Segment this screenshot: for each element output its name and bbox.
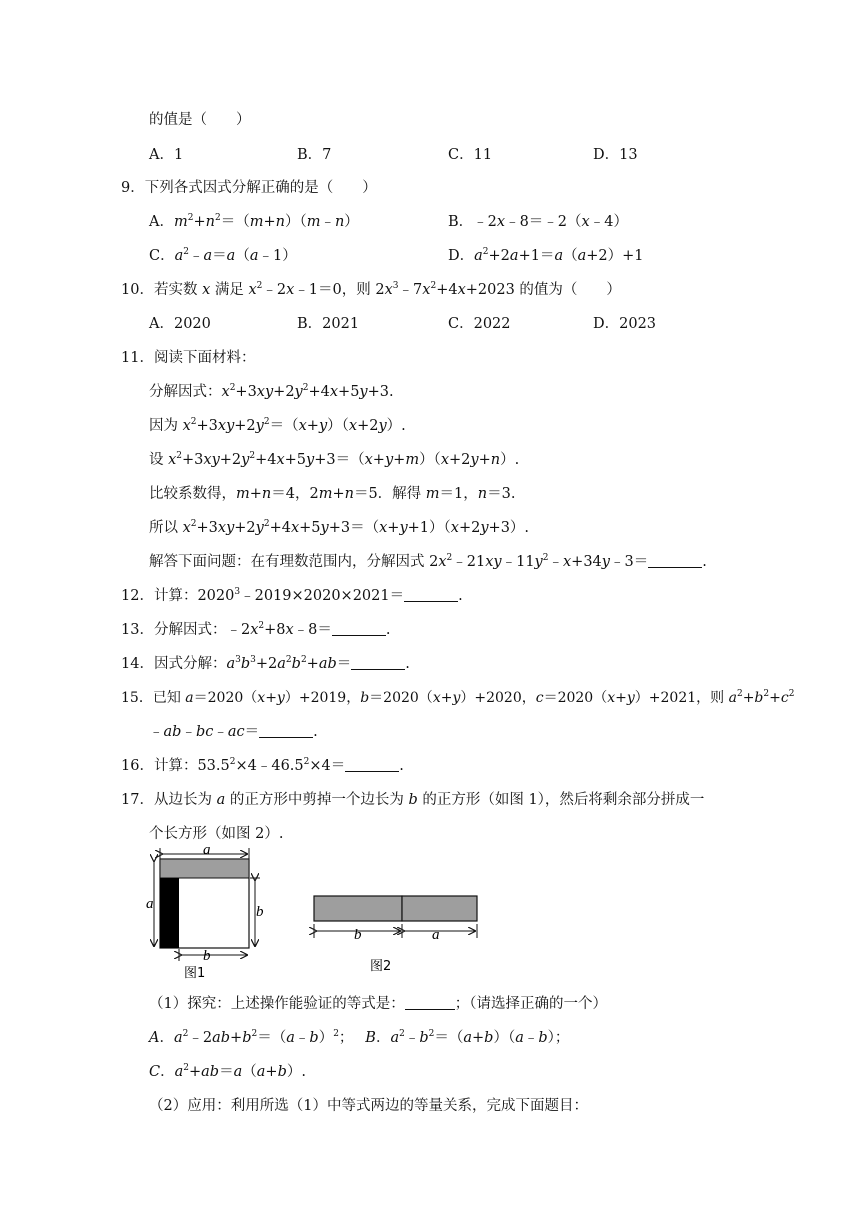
q17-stem-line-1: 17．从边长为 a 的正方形中剪掉一个边长为 b 的正方形（如图 1），然后将剩余部分拼成一 xyxy=(121,792,705,808)
q8-stem-tail: 的值是（ ） xyxy=(149,112,251,128)
q11-line-1: 分解因式：$x^2+3xy+2y^2+4x+5y+3$. xyxy=(149,383,394,400)
q9-option-c: C．$a^2﹣a=a(a﹣1)$ xyxy=(149,247,297,264)
answer-blank xyxy=(404,587,458,602)
fig1-label-b-bottom: b xyxy=(203,948,211,964)
q8-option-c: C．11 xyxy=(448,147,493,163)
q11-line-5: 所以 $x^2+3xy+2y^2+4x+5y+3=(x+y+1)(x+2y+3)$. xyxy=(149,519,530,536)
q13-stem: 13．分解因式：$﹣2x^2+8x﹣8=$ . xyxy=(121,621,391,638)
answer-blank xyxy=(259,723,313,738)
q12-stem: 12．计算：$2020^3﹣2019\times 2020\times 2021=$ . xyxy=(121,587,463,604)
q8-option-b: B．7 xyxy=(297,147,332,163)
answer-blank xyxy=(345,757,399,772)
q11-line-3: 设 $x^2+3xy+2y^2+4x+5y+3=(x+y+m)(x+2y+n)$. xyxy=(149,451,520,468)
q17-option-a-b: A．$a^2﹣2ab+b^2=(a﹣b)^2$； B．$a^2﹣b^2=(a+b)(a﹣b)$； xyxy=(149,1029,570,1046)
answer-blank xyxy=(648,553,702,568)
q8-option-d: D．13 xyxy=(593,147,638,163)
q10-option-d: D．2023 xyxy=(593,316,657,332)
fig1-label-b-right: b xyxy=(256,904,264,920)
q15-stem-line-1: 15．已知 a＝2020（x+y）+2019，b＝2020（x+y）+2020，c＝2020（x+y）+2021，则 $a^2+b^2+c^2$ xyxy=(121,689,795,706)
fig1-caption: 图1 xyxy=(184,966,206,981)
q17-option-c: C．$a^2+ab=a(a+b)$. xyxy=(149,1063,306,1080)
fig1-black-strip xyxy=(160,878,179,948)
q9-option-b: B．﹣2x﹣8＝﹣2（x﹣4） xyxy=(448,214,628,230)
fig2-right-rect xyxy=(402,896,477,921)
fig2-caption: 图2 xyxy=(370,959,392,974)
q10-option-a: A．2020 xyxy=(149,316,211,332)
fig2-left-rect xyxy=(314,896,402,921)
q17-apply: （2）应用：利用所选（1）中等式两边的等量关系，完成下面题目： xyxy=(149,1098,588,1114)
answer-blank xyxy=(405,995,455,1010)
figure-2 xyxy=(306,888,486,976)
answer-blank xyxy=(332,621,386,636)
q8-option-a: A．1 xyxy=(149,147,184,163)
q10-option-b: B．2021 xyxy=(297,316,360,332)
q9-option-a: A．$m^2+n^2=(m+n)(m﹣n)$ xyxy=(149,213,359,230)
q14-stem: 14．因式分解：$a^3b^3+2a^2b^2+ab=$ . xyxy=(121,655,410,672)
q11-stem: 11．阅读下面材料： xyxy=(121,350,256,366)
fig1-label-a-left: a xyxy=(146,896,154,912)
q16-stem: 16．计算：$53.5^2\times 4﹣46.5^2\times 4=$ . xyxy=(121,757,404,774)
fig1-gray-strip xyxy=(160,859,249,878)
fig2-label-a: a xyxy=(432,927,440,943)
q15-stem-line-2: ﹣ab﹣bc﹣ac＝ . xyxy=(149,724,318,740)
q11-line-2: 因为 $x^2+3xy+2y^2=(x+y)(x+2y)$. xyxy=(149,417,406,434)
figure-1 xyxy=(140,842,272,984)
q9-stem: 9．下列各式因式分解正确的是（ ） xyxy=(121,180,377,196)
answer-blank xyxy=(351,655,405,670)
q11-line-6: 解答下面问题：在有理数范围内，分解因式 $2x^2﹣21xy﹣11y^2﹣x+34y﹣3=$ . xyxy=(149,553,707,570)
q17-stem-line-2: 个长方形（如图 2）. xyxy=(149,826,284,842)
q10-stem: 10．若实数 x 满足 $x^2﹣2x﹣1=0$，则 $2x^3﹣7x^2+4x+2023$ 的值为（ ） xyxy=(121,281,621,298)
q11-line-4: 比较系数得，m+n＝4，2m+n＝5．解得 m＝1，n＝3. xyxy=(149,486,516,502)
q10-option-c: C．2022 xyxy=(448,316,511,332)
q9-option-d: D．$a^2+2a+1=a(a+2)+1$ xyxy=(448,247,644,264)
q17-explore: （1）探究：上述操作能验证的等式是： ；（请选择正确的一个） xyxy=(149,996,607,1012)
fig1-label-a-top: a xyxy=(203,842,211,858)
fig2-label-b: b xyxy=(354,927,362,943)
